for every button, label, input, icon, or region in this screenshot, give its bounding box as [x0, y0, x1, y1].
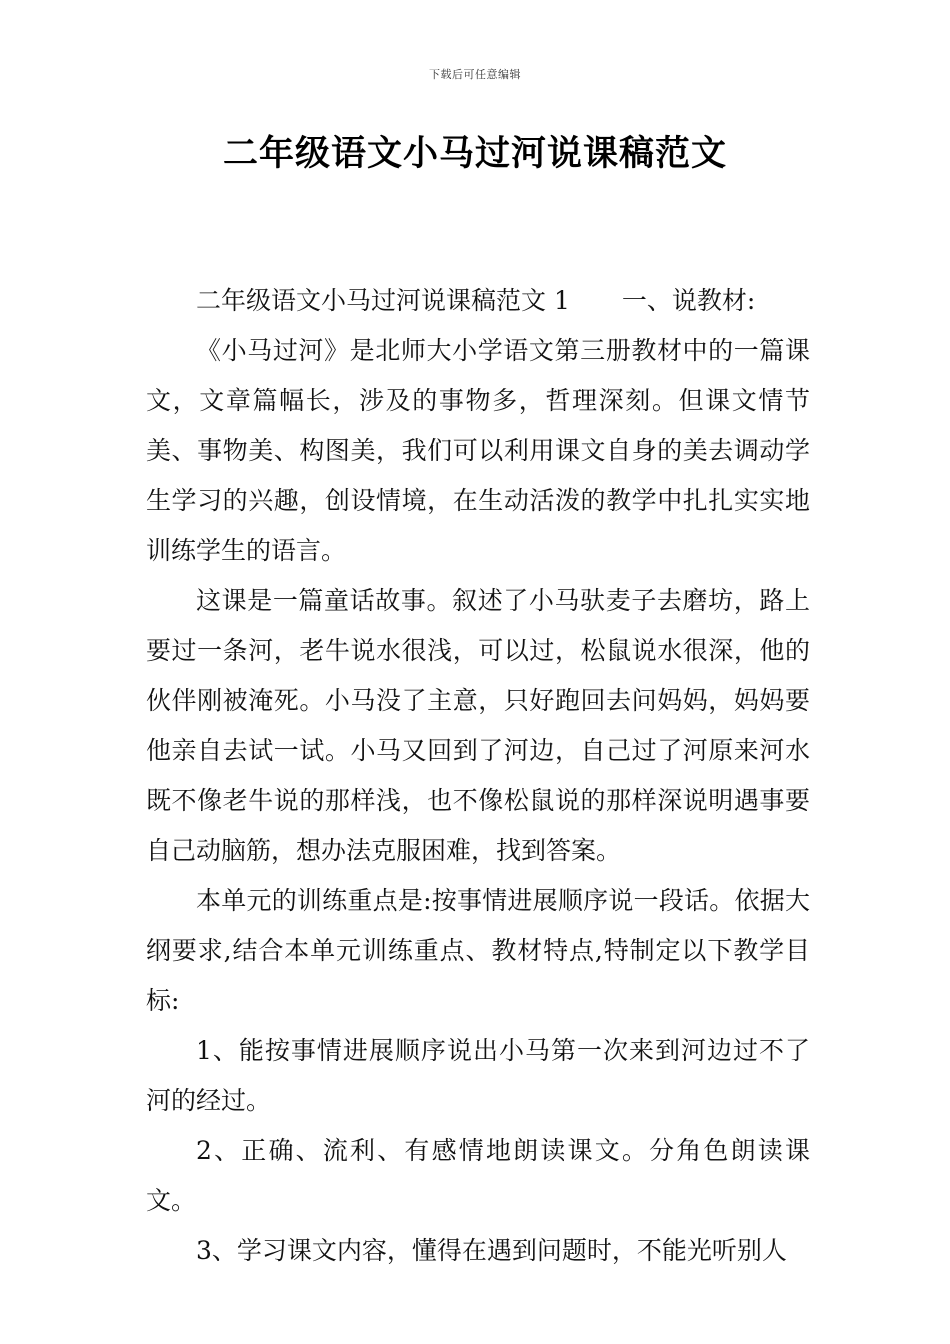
- document-body: [146, 276, 810, 1276]
- paragraph: 这课是一篇童话故事。叙述了小马驮麦子去磨坊，路上要过一条河，老牛说水很浅，可以过，松鼠说水很深，他的伙伴刚被淹死。小马没了主意，只好跑回去问妈妈，妈妈要他亲自去试一试。小马又回到了河边，自己过了河原来河水既不像老牛说的那样浅，也不像松鼠说的那样深说明遇事要自己动脑筋，想办法克服困难，找到答案。: [146, 586, 810, 865]
- intro-heading: 二年级语文小马过河说课稿范文 1: [196, 286, 570, 315]
- paragraph: 3、学习课文内容，懂得在遇到问题时，不能光听别人: [196, 1236, 787, 1265]
- paragraph: 《小马过河》是北师大小学语文第三册教材中的一篇课文，文章篇幅长，涉及的事物多，哲理深刻。但课文情节美、事物美、构图美，我们可以利用课文自身的美去调动学生学习的兴趣，创设情境，在生动活泼的教学中扎扎实实地训练学生的语言。: [146, 336, 810, 565]
- intro-line: [146, 276, 810, 326]
- paragraph: 1、能按事情进展顺序说出小马第一次来到河边过不了河的经过。: [146, 1036, 810, 1115]
- document-title: 二年级语文小马过河说课稿范文: [222, 134, 727, 174]
- paragraph: 2、正确、流利、有感情地朗读课文。分角色朗读课文。: [146, 1136, 810, 1215]
- paragraph: 本单元的训练重点是:按事情进展顺序说一段话。依据大纲要求,结合本单元训练重点、教材特点,特制定以下教学目标:: [146, 886, 810, 1015]
- page-header-note: 下载后可任意编辑: [429, 68, 521, 81]
- section-heading: 一、说教材:: [621, 286, 756, 315]
